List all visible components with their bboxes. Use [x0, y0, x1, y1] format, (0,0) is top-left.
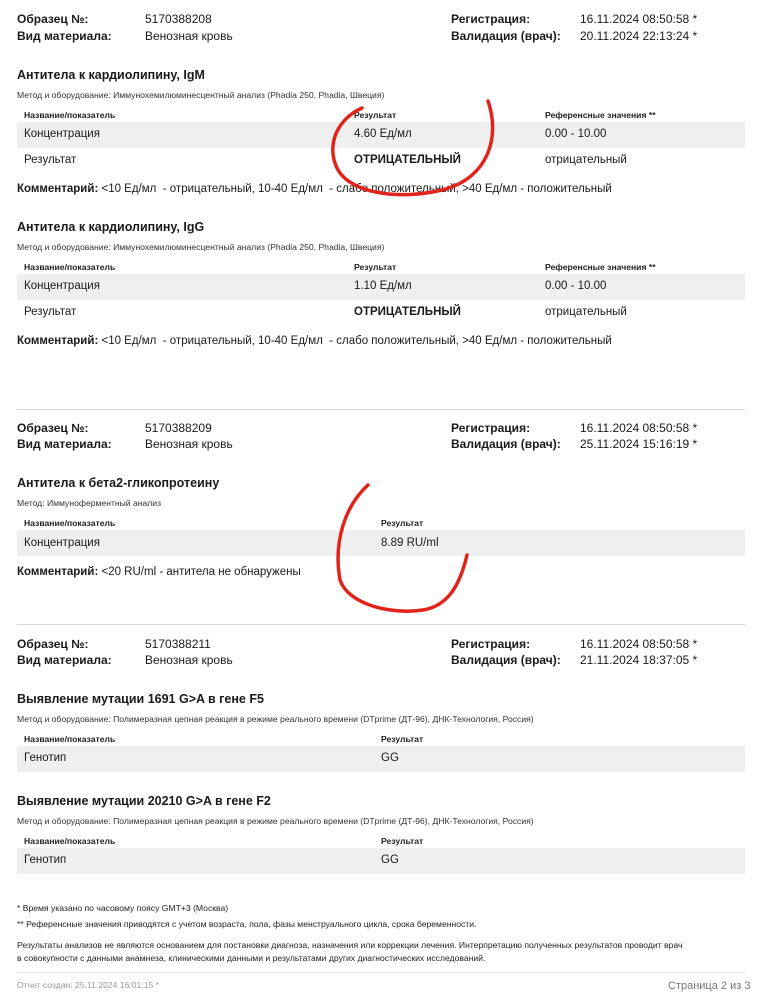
validation-label: Валидация (врач): [451, 653, 561, 667]
registration-label: Регистрация: [451, 637, 531, 651]
row-name: Результат [24, 306, 77, 318]
page-number: Страница 2 из 3 [668, 980, 751, 992]
comment-text: <20 RU/ml - антитела не обнаружены [101, 566, 301, 578]
row-result: GG [381, 854, 399, 866]
row-name: Генотип [24, 752, 67, 764]
validation-label: Валидация (врач): [451, 29, 561, 43]
comment-label: Комментарий: [17, 183, 99, 195]
row-result: 8.89 RU/ml [381, 537, 439, 549]
row-result: ОТРИЦАТЕЛЬНЫЙ [354, 154, 461, 166]
section-title: Антитела к кардиолипину, IgM [17, 68, 205, 82]
column-header-reference: Референсные значения ** [545, 110, 656, 120]
column-header-result: Результат [381, 734, 424, 744]
disclaimer-line-1: Результаты анализов не являются основанием для постановки диагноза, назначения или коррекции лечения. Интерпретацию полученных результатов проводит врач [17, 940, 683, 950]
row-result: 1.10 Ед/мл [354, 280, 412, 292]
section-title: Антитела к кардиолипину, IgG [17, 220, 205, 234]
registration-label: Регистрация: [451, 12, 531, 26]
row-name: Концентрация [24, 128, 100, 140]
material-label: Вид материала: [17, 437, 112, 451]
column-header-result: Результат [381, 836, 424, 846]
row-name: Генотип [24, 854, 67, 866]
row-result: 4.60 Ед/мл [354, 128, 412, 140]
divider [17, 409, 745, 410]
validation-value: 20.11.2024 22:13:24 * [580, 29, 698, 43]
section-title: Выявление мутации 1691 G>A в гене F5 [17, 692, 264, 706]
column-header-name: Название/показатель [24, 262, 116, 272]
registration-value: 16.11.2024 08:50:58 * [580, 12, 698, 26]
material-label: Вид материала: [17, 653, 112, 667]
section-title: Выявление мутации 20210 G>A в гене F2 [17, 794, 271, 808]
comment [17, 183, 612, 195]
method-text: Метод и оборудование: Иммунохемилюминесцентный анализ (Phadia 250, Phadia, Швеция) [17, 242, 385, 252]
material-value: Венозная кровь [145, 653, 233, 667]
row-name: Концентрация [24, 280, 100, 292]
validation-value: 25.11.2024 15:16:19 * [580, 437, 698, 451]
row-reference: 0.00 - 10.00 [545, 280, 607, 292]
material-value: Венозная кровь [145, 29, 233, 43]
registration-value: 16.11.2024 08:50:58 * [580, 421, 698, 435]
row-reference: 0.00 - 10.00 [545, 128, 607, 140]
row-result: ОТРИЦАТЕЛЬНЫЙ [354, 306, 461, 318]
footer-divider [17, 972, 745, 973]
method-text: Метод: Иммуноферментный анализ [17, 498, 162, 508]
comment-text: <10 Ед/мл - отрицательный, 10-40 Ед/мл - слабо положительный, >40 Ед/мл - положительный [101, 335, 612, 347]
row-result: GG [381, 752, 399, 764]
sample-number: 5170388211 [145, 637, 211, 651]
validation-label: Валидация (врач): [451, 437, 561, 451]
disclaimer-line-2: в совокупности с данными анамнеза, клиническими данными и результатами других диагностических исследований. [17, 953, 486, 963]
column-header-name: Название/показатель [24, 110, 116, 120]
column-header-reference: Референсные значения ** [545, 262, 656, 272]
comment-label: Комментарий: [17, 566, 99, 578]
row-reference: отрицательный [545, 154, 627, 166]
method-text: Метод и оборудование: Полимеразная цепная реакция в режиме реального времени (DTprime (ДТ-96), ДНК-Технология, Россия) [17, 816, 534, 826]
row-reference: отрицательный [545, 306, 627, 318]
sample-number-label: Образец №: [17, 12, 89, 26]
comment [17, 335, 612, 347]
sample-number-label: Образец №: [17, 421, 89, 435]
registration-value: 16.11.2024 08:50:58 * [580, 637, 698, 651]
column-header-name: Название/показатель [24, 836, 116, 846]
timezone-note: * Время указано по часовому поясу GMT+3 (Москва) [17, 903, 229, 913]
method-text: Метод и оборудование: Иммунохемилюминесцентный анализ (Phadia 250, Phadia, Швеция) [17, 90, 385, 100]
method-text: Метод и оборудование: Полимеразная цепная реакция в режиме реального времени (DTprime (ДТ-96), ДНК-Технология, Россия) [17, 714, 534, 724]
comment [17, 566, 301, 578]
sample-number-label: Образец №: [17, 637, 89, 651]
column-header-name: Название/показатель [24, 734, 116, 744]
validation-value: 21.11.2024 18:37:05 * [580, 653, 698, 667]
section-title: Антитела к бета2-гликопротеину [17, 476, 220, 490]
sample-number: 5170388208 [145, 12, 212, 26]
column-header-result: Результат [354, 262, 397, 272]
comment-label: Комментарий: [17, 335, 99, 347]
reference-note: ** Референсные значения приводятся с учетом возраста, пола, фазы менструального цикла, срока беременности. [17, 919, 477, 929]
divider [17, 624, 745, 625]
material-value: Венозная кровь [145, 437, 233, 451]
row-name: Результат [24, 154, 77, 166]
comment-text: <10 Ед/мл - отрицательный, 10-40 Ед/мл - слабо положительный, >40 Ед/мл - положительный [101, 183, 612, 195]
row-name: Концентрация [24, 537, 100, 549]
registration-label: Регистрация: [451, 421, 531, 435]
column-header-name: Название/показатель [24, 518, 116, 528]
sample-number: 5170388209 [145, 421, 212, 435]
column-header-result: Результат [381, 518, 424, 528]
material-label: Вид материала: [17, 29, 112, 43]
column-header-result: Результат [354, 110, 397, 120]
report-created: Отчет создан: 25.11.2024 16:01:15 * [17, 980, 160, 990]
